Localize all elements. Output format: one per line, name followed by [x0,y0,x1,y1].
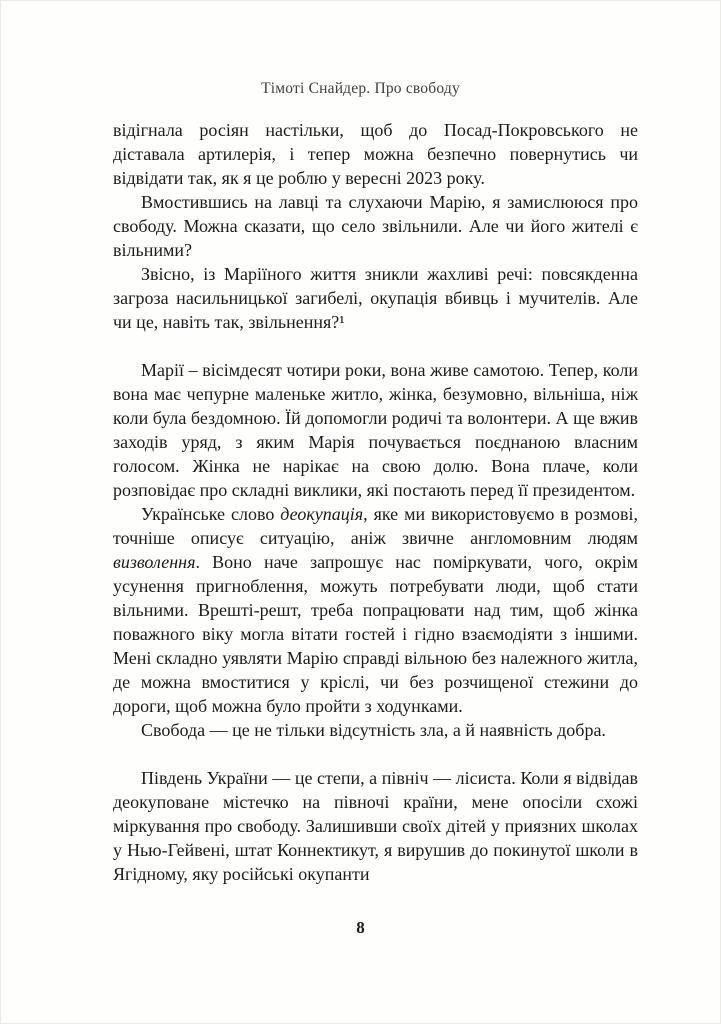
body-text [113,118,638,886]
text-run: Звісно, із Маріїного життя зникли жахливі речі: повсякденна загроза насильницької загибелі, окупація вбивць і мучителів. Але чи це, навіть так, звільнення?¹ [113,264,638,332]
paragraph [113,118,638,190]
page-number: 8 [356,918,365,937]
text-run: , яке ми використовуємо в розмові, точніше описує ситуацію, аніж звичне англомовним людям [113,504,638,548]
italic-text-run: деокупація [280,504,364,524]
text-run: Південь України — це степи, а північ — лісиста. Коли я відвідав деокуповане містечко на півночі країни, мене опосіли схожі міркування про свободу. Залишивши своїх дітей у приязних школах у Нью-Гейвені, штат Коннектикут, я вирушив до покинутої школи в Ягідному, яку російські окупанти [113,768,638,884]
text-run: Українське слово [141,504,281,524]
text-run: . Воно наче запрошує нас поміркувати, чого, окрім усунення пригноблення, можуть потребувати люди, щоб стати вільними. Врешті-решт, треба попрацювати над тим, щоб жінка поважного віку могла вітати гостей і гідно взаємодіяти з іншими. Мені складно уявляти Марію справді вільною без належного житла, де можна вмоститися у кріслі, чи без розчищеної стежини до дороги, щоб можна було пройти з ходунками. [113,552,638,716]
paragraph [113,718,638,742]
text-run: відігнала росіян настільки, щоб до Посад-Покровського не діставала артилерія, і тепер можна безпечно повернутись чи відвідати так, як я це роблю у вересні 2023 року. [113,120,638,188]
running-header: Тімоті Снайдер. Про свободу [261,80,460,97]
paragraph [113,502,638,718]
text-run: Свобода — це не тільки відсутність зла, а й наявність добра. [141,720,606,740]
italic-text-run: визволення [113,552,196,572]
text-run: Марії – вісімдесят чотири роки, вона живе самотою. Тепер, коли вона має чепурне маленьке житло, жінка, безумовно, вільніша, ніж коли була бездомною. Їй допомогли родичі та волонтери. А ще вжив заходів уряд, з яким Марія почувається поєднаною власним голосом. Жінка не нарікає на свою долю. Вона плаче, коли розповідає про складні виклики, які постають перед її президентом. [113,360,638,500]
text-run: Вмостившись на лавці та слухаючи Марію, я замислююся про свободу. Можна сказати, що село звільнили. Але чи його жителі є вільними? [113,192,638,260]
paragraph [113,262,638,334]
paragraph [113,766,638,886]
paragraph [113,190,638,262]
paragraph [113,358,638,502]
